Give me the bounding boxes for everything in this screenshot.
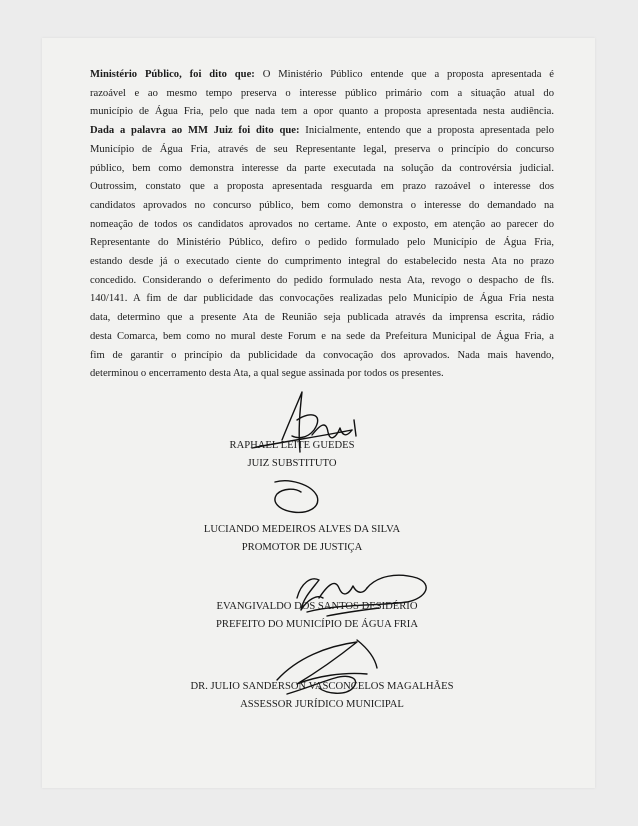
body-line — [90, 272, 554, 291]
body-line — [90, 103, 554, 122]
signer-name: RAPHAEL LEITE GUEDES — [229, 440, 355, 451]
signer-role: ASSESSOR JURÍDICO MUNICIPAL — [240, 699, 404, 710]
signature-block-mayor — [192, 598, 442, 634]
signature-block-judge — [222, 437, 362, 473]
signature-prosecutor-scribble — [267, 476, 327, 518]
body-line-text: nomeação de todos os candidatos aprovados no certame. Ante o exposto, em atenção ao parecer do — [90, 218, 554, 230]
body-line-text: estando desde já o executado ciente do cumprimento integral do estabelecido nesta Ata no prazo — [90, 256, 554, 268]
body-line — [90, 178, 554, 197]
body-line — [90, 85, 554, 104]
body-line-text: razoável e ao mesmo tempo preserva o interesse público primário com a situação atual do — [90, 87, 554, 99]
signer-role: JUIZ SUBSTITUTO — [247, 458, 337, 469]
body-line — [90, 328, 554, 347]
body-line — [90, 141, 554, 160]
body-line — [90, 160, 554, 179]
body-line — [90, 290, 554, 309]
body-line-text: candidatos aprovados no concurso público, bem como demonstra o interesse do demandado na — [90, 199, 554, 211]
body-line-text: data, determino que a presente Ata de Reunião seja publicada através da imprensa escrita, rádio — [90, 312, 554, 324]
speaker-heading: Dada a palavra ao MM Juiz foi dito que: — [90, 125, 300, 137]
document-page — [42, 38, 595, 788]
signer-role: PROMOTOR DE JUSTIÇA — [241, 542, 363, 553]
body-line-text: concedido. Considerando o deferimento do pedido formulado nesta Ata, revogo o despacho de fls. — [90, 274, 554, 286]
body-line-text: Representante do Ministério Público, defiro o pedido formulado pelo Município de Água Fria, — [90, 237, 554, 249]
signer-name: DR. JULIO SANDERSON VASCONCELOS MAGALHÃES — [190, 681, 454, 692]
body-line — [90, 66, 554, 85]
body-line-text: O Ministério Público entende que a proposta apresentada é — [254, 69, 554, 80]
body-line-text: Outrossim, constato que a proposta apresentada resguarda em prazo razoável o interesse dos — [90, 181, 554, 193]
body-line — [90, 253, 554, 272]
body-line-text: desta Comarca, bem como no mural deste Forum e na sede da Prefeitura Municipal de Água Fria, a — [90, 330, 554, 342]
body-line — [90, 234, 554, 253]
body-line — [90, 347, 554, 366]
speaker-heading: Ministério Público, foi dito que: — [90, 69, 255, 80]
body-line-text: público, bem como demonstra interesse da parte executada na solução da controvérsia judicial. — [90, 162, 554, 174]
body-line — [90, 365, 554, 384]
body-line — [90, 309, 554, 328]
body-line-text: fim de garantir o princípio da publicidade da convocação dos aprovados. Nada mais havendo, — [90, 349, 554, 361]
body-line-text: Município de Água Fria, através de seu Representante legal, preserva o princípio do concurso — [90, 143, 554, 155]
body-line-text: Inicialmente, entendo que a proposta apresentada pelo — [299, 125, 554, 137]
signature-block-prosecutor — [187, 521, 417, 557]
minutes-body — [90, 66, 554, 384]
signer-name: LUCIANDO MEDEIROS ALVES DA SILVA — [203, 524, 401, 535]
signature-block-advisor — [162, 678, 482, 714]
body-line — [90, 216, 554, 235]
signer-name: EVANGIVALDO DOS SANTOS DESIDÉRIO — [216, 601, 418, 612]
body-line-text: 140/141. A fim de dar publicidade das convocações realizadas pelo Município de Água Fria nesta — [90, 293, 554, 305]
body-line-text: município de Água Fria, pelo que nada tem a opor quanto a proposta apresentada nesta audiência. — [90, 106, 554, 118]
body-line — [90, 197, 554, 216]
body-line-text: determinou o encerramento desta Ata, a qual segue assinada por todos os presentes. — [90, 368, 444, 380]
signer-role: PREFEITO DO MUNICÍPIO DE ÁGUA FRIA — [216, 619, 418, 630]
body-line — [90, 122, 554, 141]
